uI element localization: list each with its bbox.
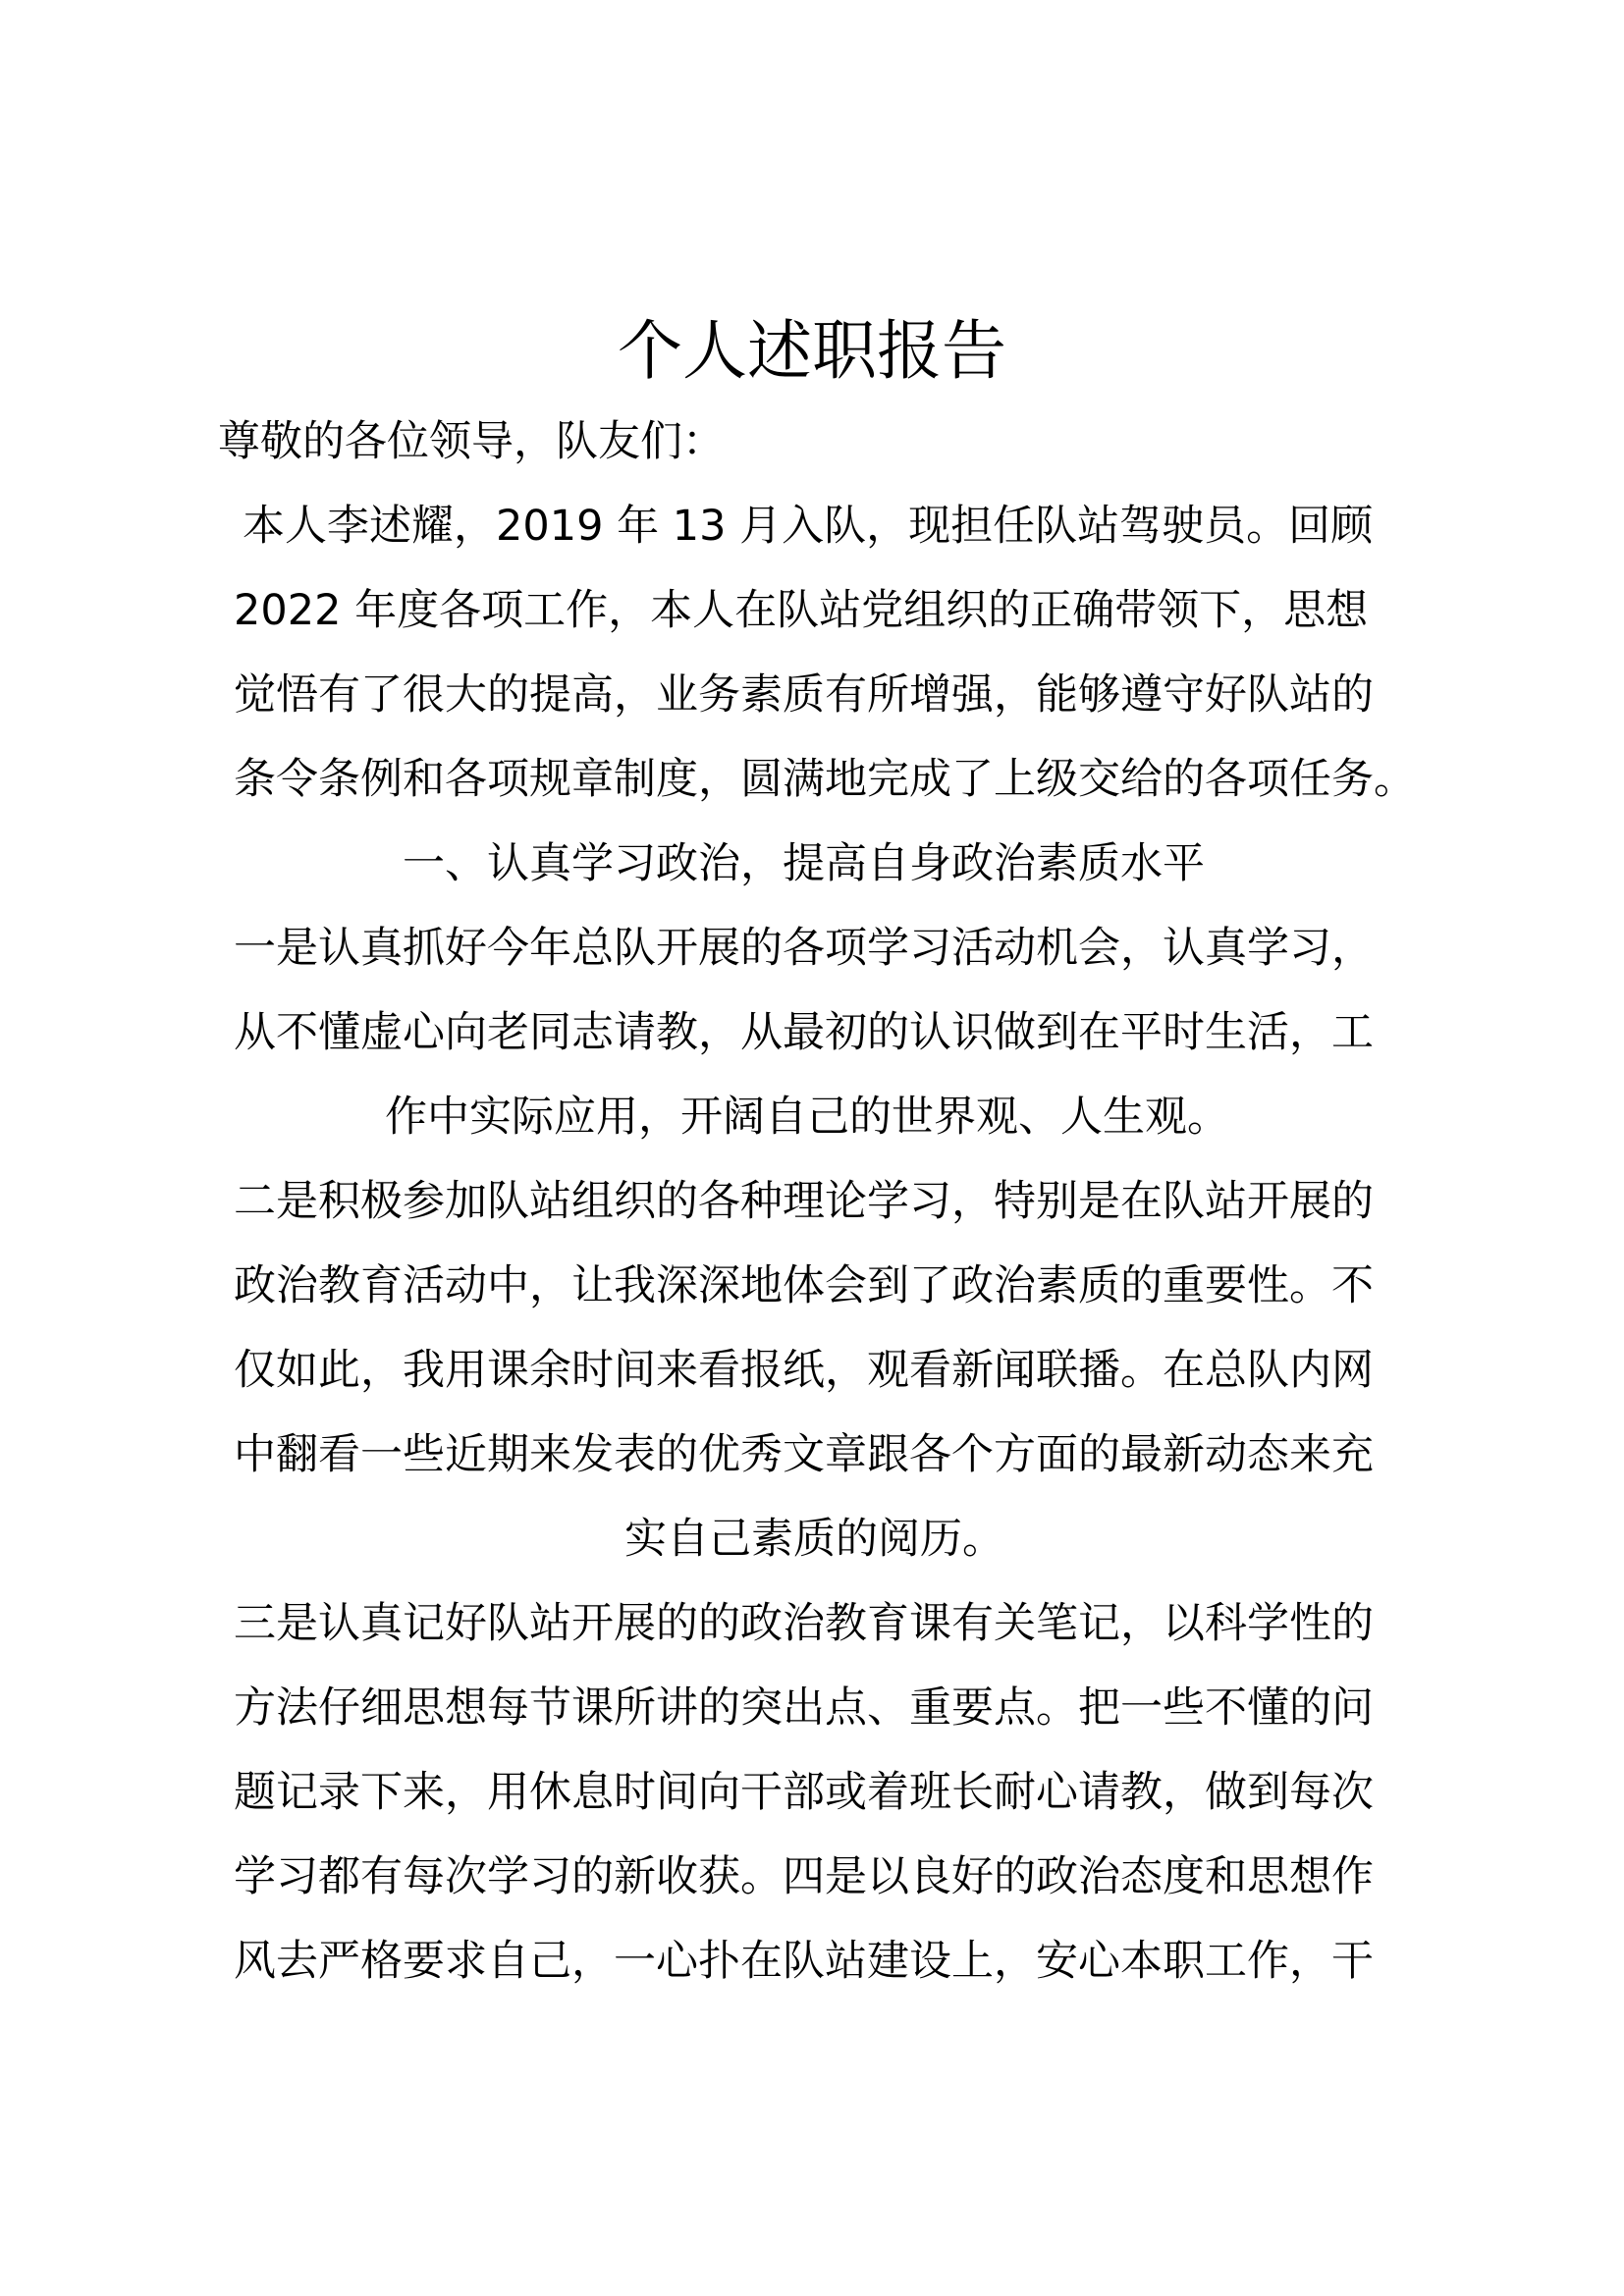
paragraph-line: 2022 年度各项工作，本人在队站党组织的正确带领下，思想	[234, 586, 1369, 635]
paragraph-line: 条令条例和各项规章制度，圆满地完成了上级交给的各项任务。	[234, 755, 1416, 804]
paragraph-line: 风去严格要求自己，一心扑在队站建设上，安心本职工作，干	[234, 1937, 1374, 1986]
paragraph-line: 一是认真抓好今年总队开展的各项学习活动机会，认真学习，	[234, 924, 1374, 973]
paragraph-line: 仅如此，我用课余时间来看报纸，观看新闻联播。在总队内网	[234, 1346, 1374, 1395]
paragraph-line: 学习都有每次学习的新收获。四是以良好的政治态度和思想作	[234, 1852, 1374, 1901]
paragraph-line: 题记录下来，用休息时间向干部或着班长耐心请教，做到每次	[234, 1768, 1374, 1817]
salutation-line: 尊敬的各位领导，队友们：	[218, 417, 725, 466]
paragraph-line: 政治教育活动中，让我深深地体会到了政治素质的重要性。不	[234, 1261, 1374, 1310]
paragraph-line: 二是积极参加队站组织的各种理论学习，特别是在队站开展的	[234, 1177, 1374, 1226]
paragraph-line: 方法仔细思想每节课所讲的突出点、重要点。把一些不懂的问	[234, 1683, 1374, 1733]
paragraph-line: 实自己素质的阅历。	[624, 1515, 1004, 1564]
paragraph-line: 作中实际应用，开阔自己的世界观、人生观。	[385, 1093, 1229, 1142]
document-title: 个人述职报告	[618, 313, 1006, 389]
paragraph-line: 三是认真记好队站开展的的政治教育课有关笔记，以科学性的	[234, 1599, 1374, 1648]
paragraph-line: 从不懂虚心向老同志请教，从最初的认识做到在平时生活，工	[234, 1008, 1374, 1057]
section-heading: 一、认真学习政治，提高自身政治素质水平	[403, 839, 1205, 888]
paragraph-line: 中翻看一些近期来发表的优秀文章跟各个方面的最新动态来充	[234, 1430, 1374, 1479]
paragraph-line: 本人李述耀，2019 年 13 月入队，现担任队站驾驶员。回顾	[243, 502, 1374, 551]
paragraph-line: 觉悟有了很大的提高，业务素质有所增强，能够遵守好队站的	[234, 670, 1374, 720]
